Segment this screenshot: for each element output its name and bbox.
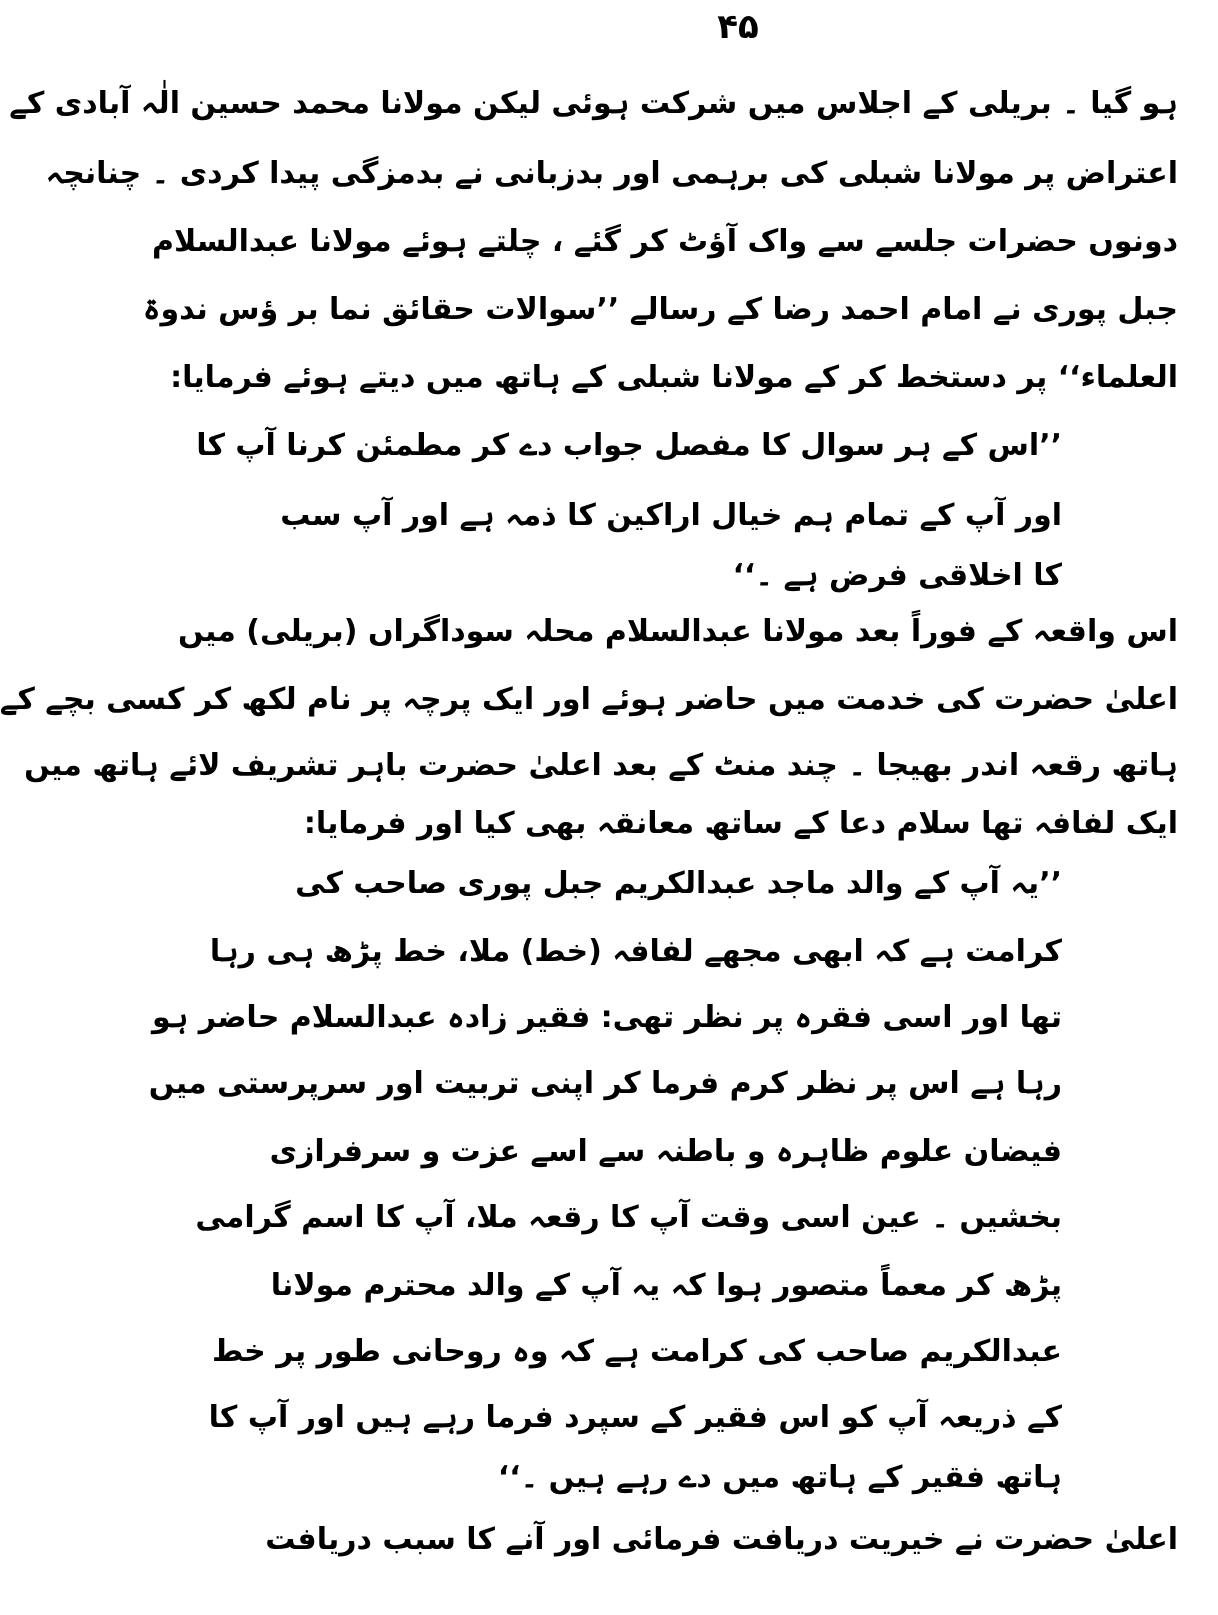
text-line: اس واقعہ کے فوراً بعد مولانا عبدالسلام محلہ سوداگراں (بریلی) میں <box>178 614 1178 649</box>
text-line: اعلیٰ حضرت نے خیریت دریافت فرمائی اور آنے کا سبب دریافت <box>265 1522 1178 1557</box>
quote-line: عبدالکریم صاحب کی کرامت ہے کہ وہ روحانی طور پر خط <box>212 1334 1062 1369</box>
text-line: اعتراض پر مولانا شبلی کی برہمی اور بدزبانی نے بدمزگی پیدا کردی ۔ چنانچہ <box>45 156 1178 191</box>
quote-line: ’’یہ آپ کے والد ماجد عبدالکریم جبل پوری صاحب کی <box>295 866 1062 901</box>
text-line: جبل پوری نے امام احمد رضا کے رسالے ’’سوالات حقائق نما بر ؤس ندوۃ <box>142 292 1178 327</box>
quote-line: کے ذریعہ آپ کو اس فقیر کے سپرد فرما رہے ہیں اور آپ کا <box>208 1400 1062 1435</box>
page-number: ۴۵ <box>717 7 759 47</box>
quote-line: تھا اور اسی فقرہ پر نظر تھی: فقیر زادہ عبدالسلام حاضر ہو <box>151 1000 1062 1035</box>
quote-line: کرامت ہے کہ ابھی مجھے لفافہ (خط) ملا، خط پڑھ ہی رہا <box>209 934 1062 969</box>
text-line: دونوں حضرات جلسے سے واک آؤٹ کر گئے ، چلتے ہوئے مولانا عبدالسلام <box>152 224 1178 259</box>
quote-line: بخشیں ۔ عین اسی وقت آپ کا رقعہ ملا، آپ کا اسم گرامی <box>195 1200 1062 1235</box>
quote-line: اور آپ کے تمام ہم خیال اراکین کا ذمہ ہے اور آپ سب <box>280 498 1062 533</box>
quote-line: رہا ہے اس پر نظر کرم فرما کر اپنی تربیت اور سرپرستی میں <box>148 1066 1062 1101</box>
quote-line: کا اخلاقی فرض ہے ۔‘‘ <box>732 558 1062 593</box>
text-line: اعلیٰ حضرت کی خدمت میں حاضر ہوئے اور ایک پرچہ پر نام لکھ کر کسی بچے کے <box>0 682 1178 717</box>
quote-line: ہاتھ فقیر کے ہاتھ میں دے رہے ہیں ۔‘‘ <box>497 1460 1062 1495</box>
quote-line: ’’اس کے ہر سوال کا مفصل جواب دے کر مطمئن کرنا آپ کا <box>196 428 1062 463</box>
text-line: العلماء‘‘ پر دستخط کر کے مولانا شبلی کے ہاتھ میں دیتے ہوئے فرمایا: <box>170 360 1178 395</box>
text-line: ہو گیا ۔ بریلی کے اجلاس میں شرکت ہوئی لیکن مولانا محمد حسین الٰہ آبادی کے <box>9 86 1178 121</box>
quote-line: فیضان علوم ظاہرہ و باطنہ سے اسے عزت و سرفرازی <box>269 1134 1062 1169</box>
text-line: ایک لفافہ تھا سلام دعا کے ساتھ معانقہ بھی کیا اور فرمایا: <box>303 806 1178 841</box>
text-line: ہاتھ رقعہ اندر بھیجا ۔ چند منٹ کے بعد اعلیٰ حضرت باہر تشریف لائے ہاتھ میں <box>24 748 1178 783</box>
quote-line: پڑھ کر معماً متصور ہوا کہ یہ آپ کے والد محترم مولانا <box>270 1268 1062 1303</box>
